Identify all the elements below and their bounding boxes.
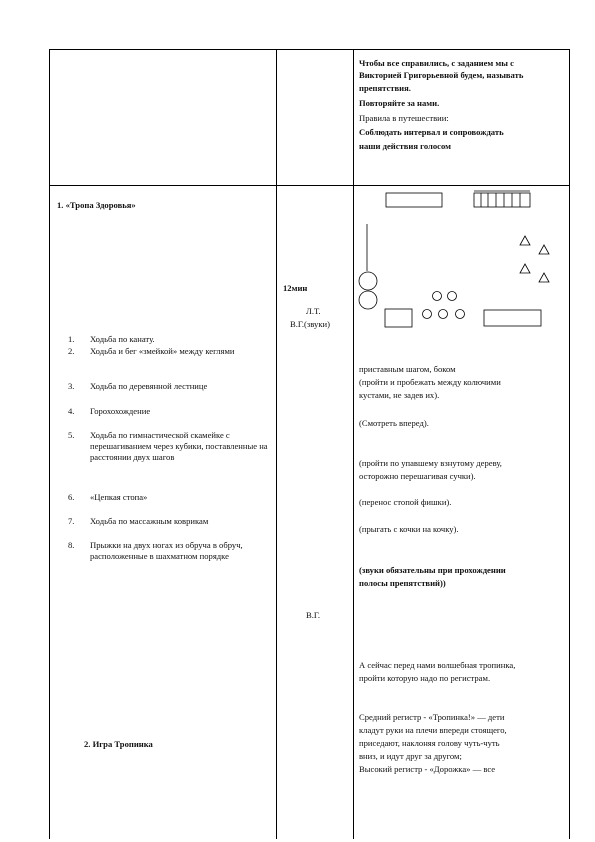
list-item-text: Ходьба по гимнастической скамейке с перешагиванием через кубики, поставленные на расстоянии двух шагов [90,430,268,462]
row1-line: Правила в путешествии: [359,113,449,123]
list-item-text: Прыжки на двух ногах из обруча в обруч, расположенные в шахматном порядке [90,540,243,561]
leader-label: В.Г.(звуки) [290,319,330,329]
table-column-divider-1 [276,49,277,839]
note-line: Средний регистр - «Тропинка!» — дети [359,712,505,722]
row1-line: Викторией Григорьевной будем, называть [359,70,524,80]
note-line: (пройти по упавшему взнутому дереву, [359,458,502,468]
leader-label: Л.Т. [306,306,321,316]
list-item-number: 8. [68,540,75,550]
hoop-shape [359,291,377,309]
obstacle-course-scheme [355,188,560,338]
list-item-number: 6. [68,492,75,502]
row1-line: Чтобы все справились, с заданием мы с [359,58,514,68]
bump-shape [433,292,442,301]
row1-line: препятствия. [359,83,411,93]
note-line: (перенос стопой фишки). [359,497,452,507]
list-item-number: 1. [68,334,75,344]
list-item-number: 7. [68,516,75,526]
list-item-number: 3. [68,381,75,391]
list-item-text: «Цепкая стопа» [90,492,148,502]
list-item-text: Ходьба и бег «змейкой» между кеглями [90,346,235,356]
mat-shape [385,309,412,327]
row1-line: Соблюдать интервал и сопровождать [359,127,504,137]
section-title-health-path: 1. «Тропа Здоровья» [57,200,136,210]
note-line: (пройти и пробежать между колючими [359,377,501,387]
list-item-number: 2. [68,346,75,356]
table-row-divider [49,185,570,186]
note-line: (прыгать с кочки на кочку). [359,524,459,534]
note-line: осторожно перешагивая сучки). [359,471,476,481]
note-line: приставным шагом, боком [359,364,456,374]
bench-shape [386,193,442,207]
note-line: вниз, и идут друг за другом; [359,751,462,761]
bump-shape [448,292,457,301]
section-title-path-game: 2. Игра Тропинка [84,739,153,749]
list-item-text: Горохохождение [90,406,151,416]
list-item-text: Ходьба по массажным коврикам [90,516,209,526]
note-line: приседают, наклоняя голову чуть-чуть [359,738,500,748]
note-line: кладут руки на плечи впереди стоящего, [359,725,507,735]
row1-line: наши действия голосом [359,141,451,151]
cone-shape [520,264,530,273]
note-line: (Смотреть вперед). [359,418,429,428]
table-right-border [569,49,570,839]
list-item-text: Ходьба по канату. [90,334,155,344]
mat-shape [484,310,541,326]
ladder-shape [474,193,530,207]
note-line: пройти которую надо по регистрам. [359,673,491,683]
note-line: кустами, не задев их). [359,390,440,400]
note-line: (звуки обязательны при прохождении [359,565,506,575]
note-line: полосы препятствий)) [359,578,446,588]
cone-shape [539,273,549,282]
list-item-number: 5. [68,430,75,440]
duration-label: 12мин [283,283,308,293]
bump-shape [456,310,465,319]
note-line: Высокий регистр - «Дорожка» — все [359,764,496,774]
row1-line: Повторяйте за нами. [359,98,440,108]
bump-shape [439,310,448,319]
bump-shape [423,310,432,319]
note-line: А сейчас перед нами волшебная тропинка, [359,660,516,670]
list-item-number: 4. [68,406,75,416]
table-column-divider-2 [353,49,354,839]
table-top-border [49,49,570,50]
list-item-text: Ходьба по деревянной лестнице [90,381,208,391]
cone-shape [539,245,549,254]
leader-label: В.Г. [306,610,321,620]
table-left-border [49,49,50,839]
hoop-shape [359,272,377,290]
cone-shape [520,236,530,245]
